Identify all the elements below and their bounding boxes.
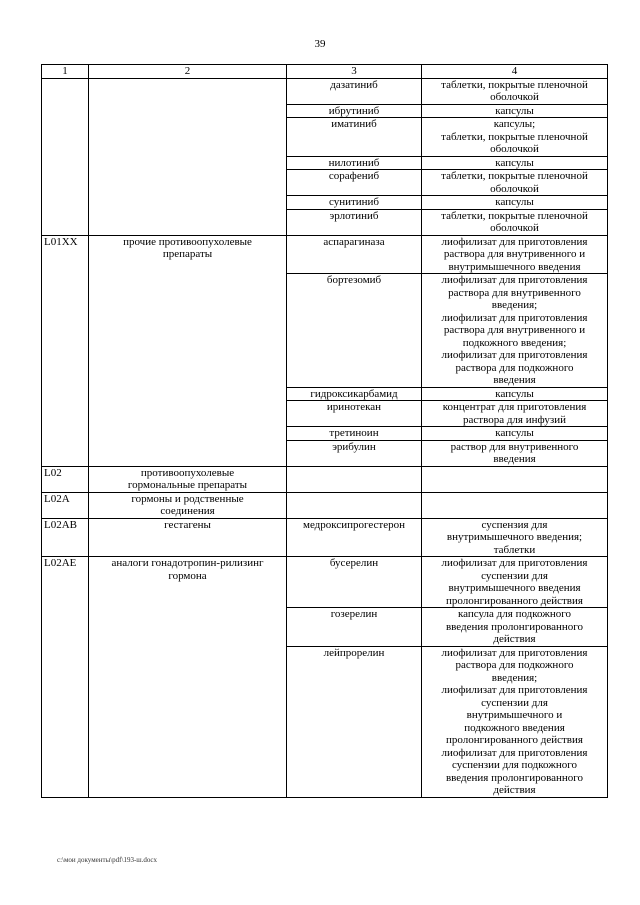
drug-name-cell: эрибулин: [287, 440, 422, 466]
dosage-form-cell: капсулы: [422, 196, 608, 210]
dosage-form-cell: [422, 466, 608, 492]
drug-table: [41, 64, 608, 798]
header-col-1: 1: [42, 65, 89, 79]
atc-code-cell: L01XX: [42, 235, 89, 466]
dosage-form-cell: [422, 492, 608, 518]
dosage-form-cell: таблетки, покрытые пленочной оболочкой: [422, 209, 608, 235]
drug-name-cell: сорафениб: [287, 170, 422, 196]
drug-name-cell: сунитиниб: [287, 196, 422, 210]
dosage-form-cell: лиофилизат для приготовления раствора для внутривенного и внутримышечного введения: [422, 235, 608, 274]
drug-name-cell: бортезомиб: [287, 274, 422, 388]
header-col-4: 4: [422, 65, 608, 79]
drug-name-cell: гидроксикарбамид: [287, 387, 422, 401]
group-name-cell: прочие противоопухолевые препараты: [89, 235, 287, 466]
drug-name-cell: иринотекан: [287, 401, 422, 427]
dosage-form-cell: капсулы; таблетки, покрытые пленочной оболочкой: [422, 118, 608, 157]
dosage-form-cell: капсулы: [422, 104, 608, 118]
atc-code-cell: L02: [42, 466, 89, 492]
dosage-form-cell: таблетки, покрытые пленочной оболочкой: [422, 78, 608, 104]
atc-code-cell: L02A: [42, 492, 89, 518]
table-row: [42, 518, 608, 557]
dosage-form-cell: раствор для внутривенного введения: [422, 440, 608, 466]
page-number: 39: [314, 38, 326, 50]
drug-name-cell: иматиниб: [287, 118, 422, 157]
group-name-cell: [89, 78, 287, 235]
drug-name-cell: лейпрорелин: [287, 646, 422, 797]
dosage-form-cell: капсулы: [422, 156, 608, 170]
dosage-form-cell: суспензия для внутримышечного введения; таблетки: [422, 518, 608, 557]
drug-name-cell: ибрутиниб: [287, 104, 422, 118]
dosage-form-cell: капсула для подкожного введения пролонгированного действия: [422, 608, 608, 647]
drug-name-cell: эрлотиниб: [287, 209, 422, 235]
drug-name-cell: бусерелин: [287, 557, 422, 608]
dosage-form-cell: капсулы: [422, 387, 608, 401]
drug-name-cell: медроксипрогестерон: [287, 518, 422, 557]
group-name-cell: гестагены: [89, 518, 287, 557]
drug-name-cell: [287, 466, 422, 492]
drug-name-cell: дазатиниб: [287, 78, 422, 104]
drug-name-cell: нилотиниб: [287, 156, 422, 170]
table-row: [42, 557, 608, 608]
header-col-3: 3: [287, 65, 422, 79]
header-col-2: 2: [89, 65, 287, 79]
drug-name-cell: гозерелин: [287, 608, 422, 647]
dosage-form-cell: лиофилизат для приготовления раствора для внутривенного введения; лиофилизат для приготовления раствора для внутривенного и подкожного введения; лиофилизат для приготовления раствора для подкожного введения: [422, 274, 608, 388]
table-header-row: [42, 65, 608, 79]
footer-file-path: c:\мои документы\pdf\193-ш.docx: [57, 856, 158, 864]
dosage-form-cell: таблетки, покрытые пленочной оболочкой: [422, 170, 608, 196]
drug-name-cell: аспарагиназа: [287, 235, 422, 274]
dosage-form-cell: лиофилизат для приготовления суспензии для внутримышечного введения пролонгированного действия: [422, 557, 608, 608]
group-name-cell: аналоги гонадотропин-рилизинг гормона: [89, 557, 287, 798]
table-row: [42, 78, 608, 104]
table-row: [42, 492, 608, 518]
dosage-form-cell: лиофилизат для приготовления раствора для подкожного введения; лиофилизат для приготовления суспензии для внутримышечного и подкожного введения пролонгированного действия лиофилизат для приготовления суспензии для подкожного введения пролонгированного действия: [422, 646, 608, 797]
table-row: [42, 466, 608, 492]
group-name-cell: гормоны и родственные соединения: [89, 492, 287, 518]
atc-code-cell: L02AB: [42, 518, 89, 557]
dosage-form-cell: капсулы: [422, 427, 608, 441]
group-name-cell: противоопухолевые гормональные препараты: [89, 466, 287, 492]
drug-name-cell: третиноин: [287, 427, 422, 441]
atc-code-cell: L02AE: [42, 557, 89, 798]
drug-name-cell: [287, 492, 422, 518]
table-row: [42, 235, 608, 274]
dosage-form-cell: концентрат для приготовления раствора для инфузий: [422, 401, 608, 427]
atc-code-cell: [42, 78, 89, 235]
